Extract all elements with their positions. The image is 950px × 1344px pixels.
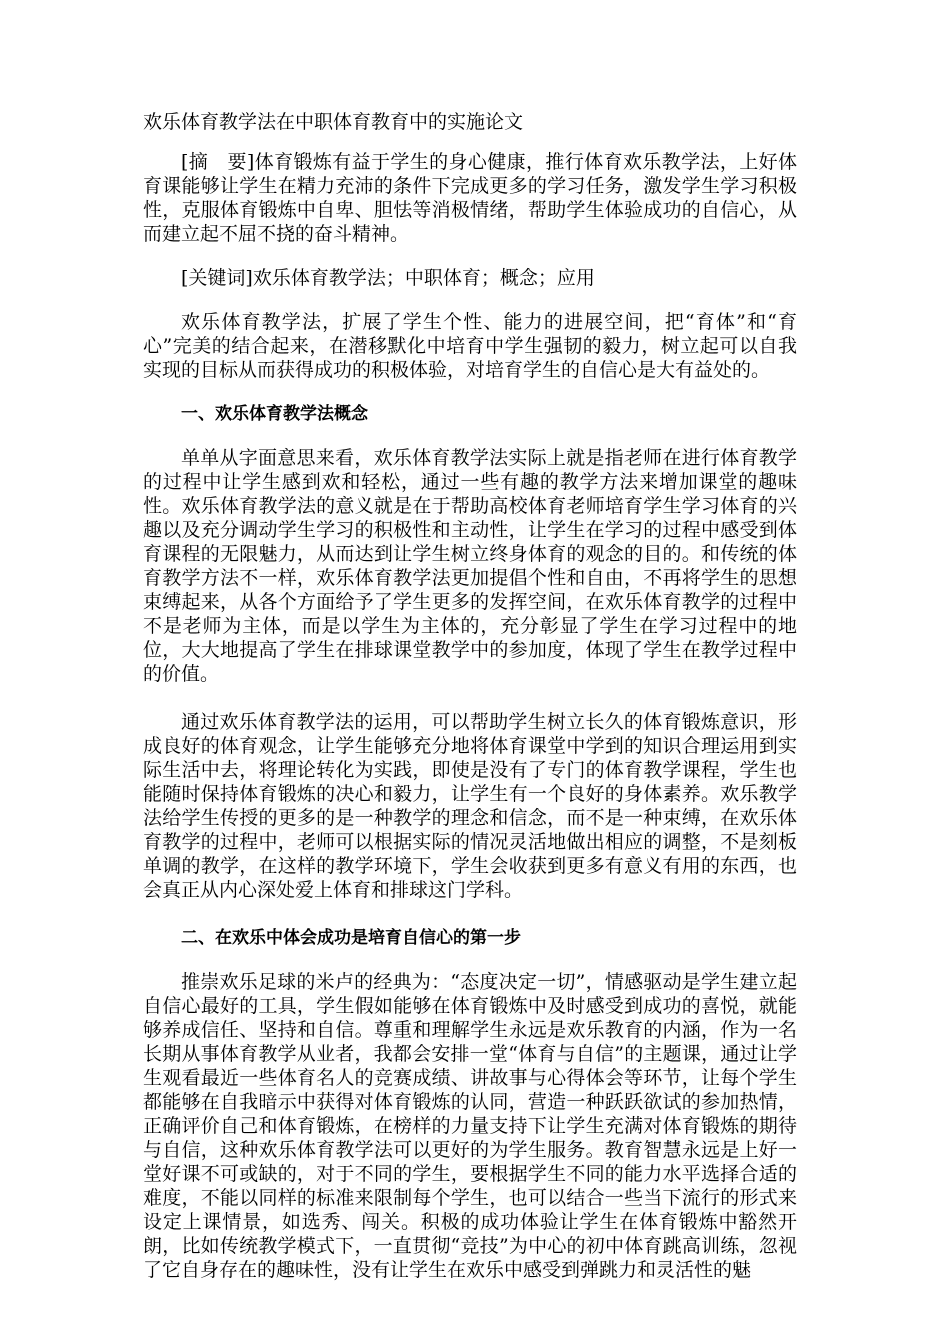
intro-paragraph: 欢乐体育教学法，扩展了学生个性、能力的进展空间，把“育体”和“育心”完美的结合起来，在潜移默化中培育中学生强韧的毅力，树立起可以自我实现的目标从而获得成功的积极体验，对培育学生的自信心是大有益处的。 <box>143 311 797 381</box>
section-heading-2: 二、在欢乐中体会成功是培育自信心的第一步 <box>181 928 521 948</box>
section2-paragraph-1: 推崇欢乐足球的米卢的经典为：“态度决定一切”，情感驱动是学生建立起自信心最好的工具，学生假如能够在体育锻炼中及时感受到成功的喜悦，就能够养成信任、坚持和自信。尊重和理解学生永远是欢乐教育的内涵，作为一名长期从事体育教学从业者，我都会安排一堂“体育与自信”的主题课，通过让学生观看最近一些体育名人的竞赛成绩、讲故事与心得体会等环节，让每个学生都能够在自我暗示中获得对体育锻炼的认同，营造一种跃跃欲试的参加热情，正确评价自己和体育锻炼，在榜样的力量支持下让学生充满对体育锻炼的期待与自信，这种欢乐体育教学法可以更好的为学生服务。教育智慧永远是上好一堂好课不可或缺的，对于不同的学生，要根据学生不同的能力水平选择合适的难度，不能以同样的标准来限制每个学生，也可以结合一些当下流行的形式来设定上课情景，如选秀、闯关。积极的成功体验让学生在体育锻炼中豁然开朗，比如传统教学模式下，一直贯彻“竞技”为中心的初中体育跳高训练，忽视了它自身存在的趣味性，没有让学生在欢乐中感受到弹跳力和灵活性的魅 <box>143 971 797 1281</box>
keywords-paragraph: [关键词]欢乐体育教学法；中职体育；概念；应用 <box>181 267 595 289</box>
abstract-paragraph: [摘 要]体育锻炼有益于学生的身心健康，推行体育欢乐教学法，上好体育课能够让学生在精力充沛的条件下完成更多的学习任务，激发学生学习积极性，克服体育锻炼中自卑、胆怯等消极情绪，帮助学生体验成功的自信心，从而建立起不屈不挠的奋斗精神。 <box>143 151 797 245</box>
document-title: 欢乐体育教学法在中职体育教育中的实施论文 <box>143 111 524 133</box>
section-heading-1: 一、欢乐体育教学法概念 <box>181 404 368 424</box>
section1-paragraph-2: 通过欢乐体育教学法的运用，可以帮助学生树立长久的体育锻炼意识，形成良好的体育观念，让学生能够充分地将体育课堂中学到的知识合理运用到实际生活中去，将理论转化为实践，即使是没有了专门的体育教学课程，学生也能随时保持体育锻炼的决心和毅力，让学生有一个良好的身体素养。欢乐教学法给学生传授的更多的是一种教学的理念和信念，而不是一种束缚，在欢乐体育教学的过程中，老师可以根据实际的情况灵活地做出相应的调整，不是刻板单调的教学，在这样的教学环境下，学生会收获到更多有意义有用的东西，也会真正从内心深处爱上体育和排球这门学科。 <box>143 711 797 901</box>
document-page <box>143 110 797 1306</box>
section1-paragraph-1: 单单从字面意思来看，欢乐体育教学法实际上就是指老师在进行体育教学的过程中让学生感到欢和轻松，通过一些有趣的教学方法来增加课堂的趣味性。欢乐体育教学法的意义就是在于帮助高校体育老师培育学生学习体育的兴趣以及充分调动学生学习的积极性和主动性，让学生在学习的过程中感受到体育课程的无限魅力，从而达到让学生树立终身体育的观念的目的。和传统的体育教学方法不一样，欢乐体育教学法更加提倡个性和自由，不再将学生的思想束缚起来，从各个方面给予了学生更多的发挥空间，在欢乐体育教学的过程中不是老师为主体，而是以学生为主体的，充分彰显了学生在学习过程中的地位，大大地提高了学生在排球课堂教学中的参加度，体现了学生在教学过程中的价值。 <box>143 447 797 685</box>
